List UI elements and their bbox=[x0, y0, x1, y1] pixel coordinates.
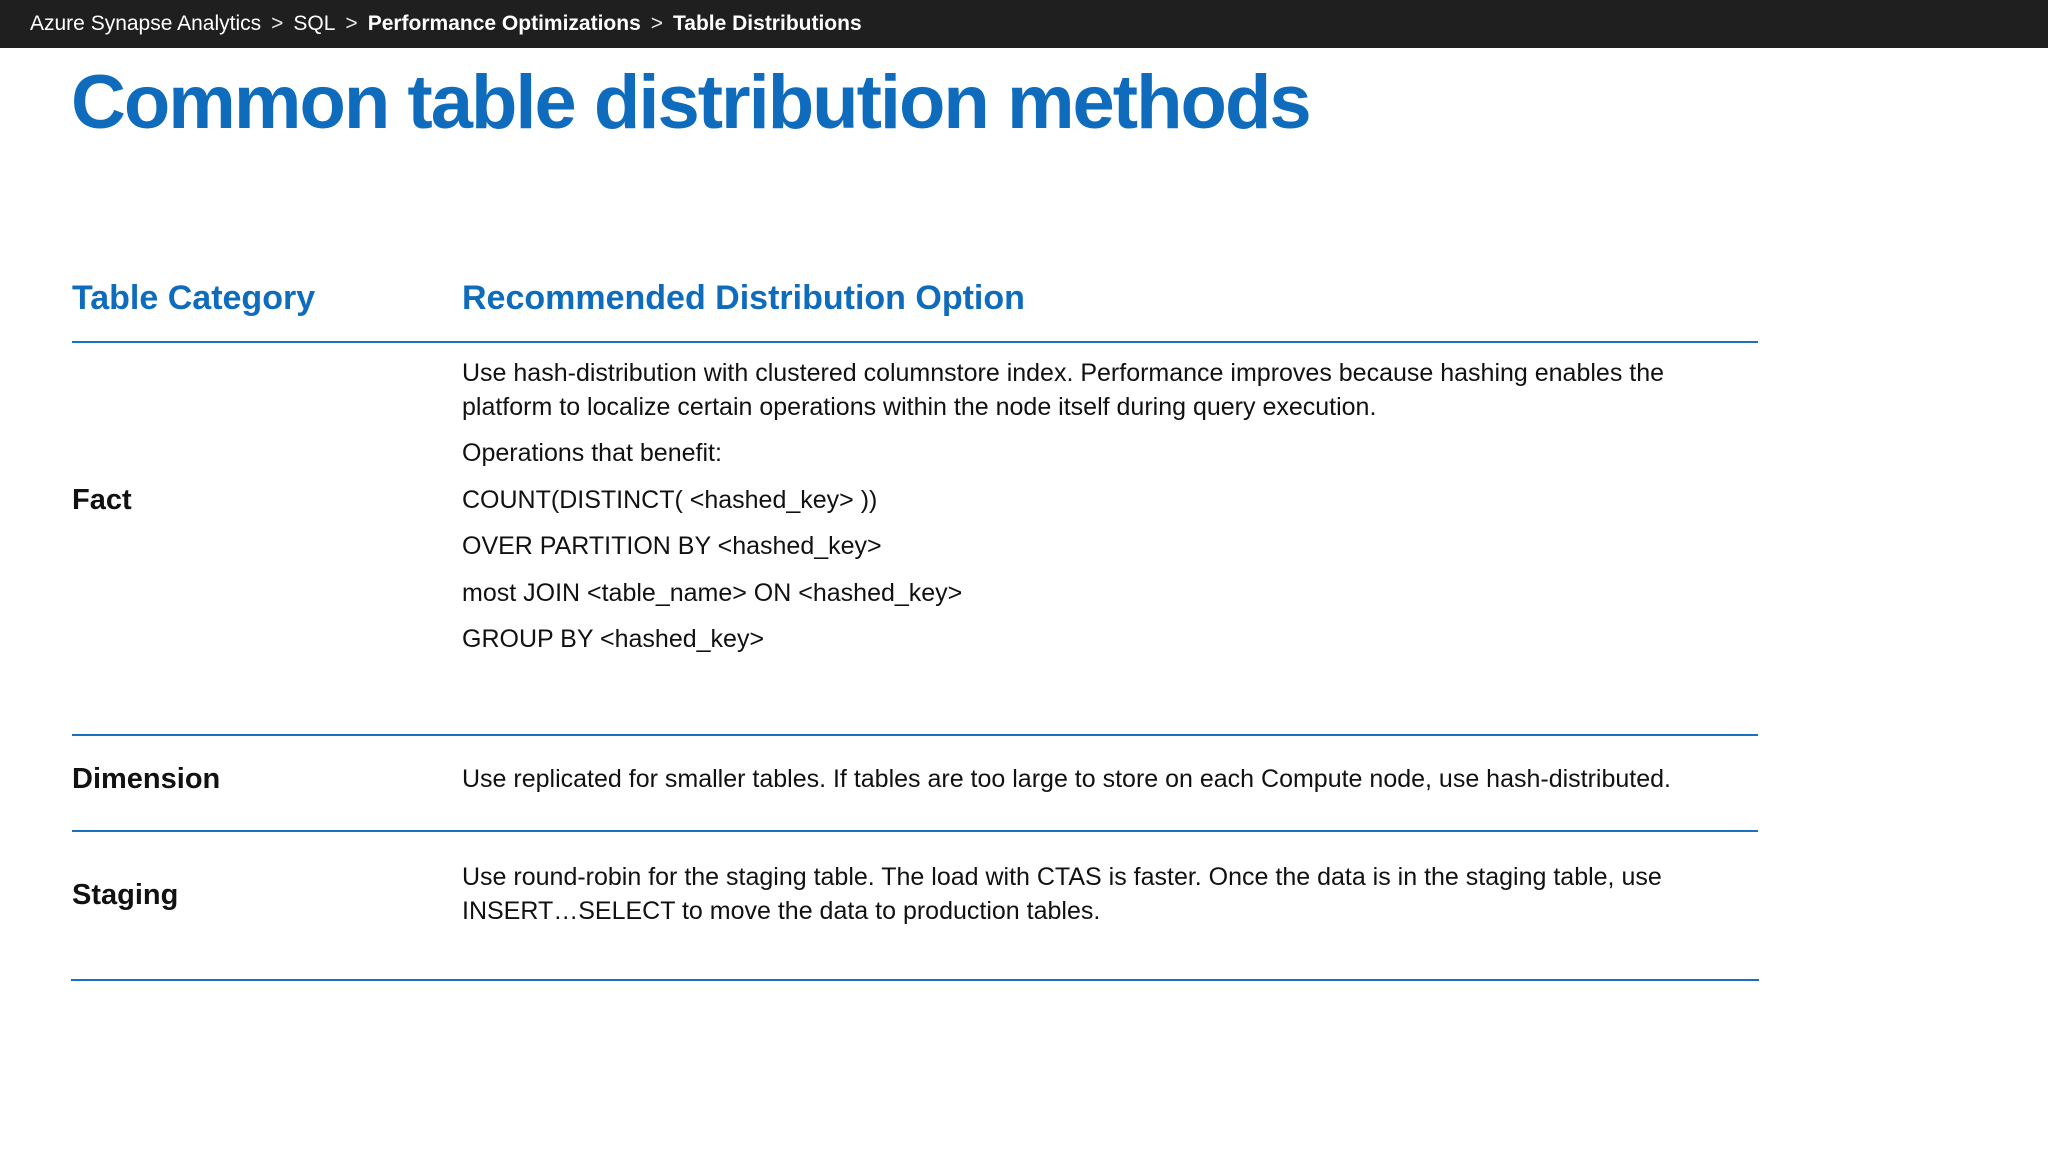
description-line: Operations that benefit: bbox=[462, 439, 722, 467]
row-category-staging: Staging bbox=[72, 879, 179, 911]
column-header-distribution-option: Recommended Distribution Option bbox=[462, 279, 1025, 317]
row-category-fact: Fact bbox=[72, 484, 132, 516]
row-description-fact bbox=[462, 356, 1752, 669]
row-description-dimension bbox=[462, 762, 1752, 796]
breadcrumb-separator: > bbox=[650, 12, 664, 35]
row-description-staging bbox=[462, 860, 1752, 928]
row-divider bbox=[72, 830, 1758, 832]
description-line: GROUP BY <hashed_key> bbox=[462, 625, 765, 653]
breadcrumb-item-azure-synapse[interactable]: Azure Synapse Analytics bbox=[30, 12, 262, 35]
description-paragraph: Use replicated for smaller tables. If tables are too large to store on each Compute node, use hash-distributed. bbox=[462, 765, 1671, 793]
description-paragraph: Use hash-distribution with clustered columnstore index. Performance improves because hashing enables the platform to localize certain operations within the node itself during query execution. bbox=[462, 359, 1665, 421]
breadcrumb-item-table-distributions: Table Distributions bbox=[673, 12, 862, 35]
description-paragraph: Use round-robin for the staging table. The load with CTAS is faster. Once the data is in the staging table, use INSERT…SELECT to move the data to production tables. bbox=[462, 863, 1662, 925]
row-divider bbox=[72, 734, 1758, 736]
column-header-table-category: Table Category bbox=[72, 279, 316, 317]
description-line: OVER PARTITION BY <hashed_key> bbox=[462, 532, 882, 560]
table-row-dimension bbox=[72, 737, 1758, 830]
breadcrumb bbox=[0, 0, 2048, 48]
table-row-fact bbox=[72, 344, 1758, 734]
breadcrumb-separator: > bbox=[271, 12, 284, 35]
breadcrumb-item-performance-optimizations[interactable]: Performance Optimizations bbox=[367, 12, 641, 35]
description-line: COUNT(DISTINCT( <hashed_key> )) bbox=[462, 485, 878, 514]
page-title: Common table distribution methods bbox=[71, 60, 1310, 145]
row-category-dimension: Dimension bbox=[72, 763, 221, 795]
table-bottom-divider bbox=[71, 979, 1759, 981]
header-divider bbox=[72, 341, 1758, 343]
distribution-table bbox=[72, 270, 1758, 925]
breadcrumb-item-sql[interactable]: SQL bbox=[293, 12, 336, 35]
table-row-staging bbox=[72, 833, 1758, 979]
description-line: most JOIN <table_name> ON <hashed_key> bbox=[462, 578, 963, 607]
breadcrumb-separator: > bbox=[345, 12, 358, 35]
table-header-row bbox=[72, 270, 1758, 342]
